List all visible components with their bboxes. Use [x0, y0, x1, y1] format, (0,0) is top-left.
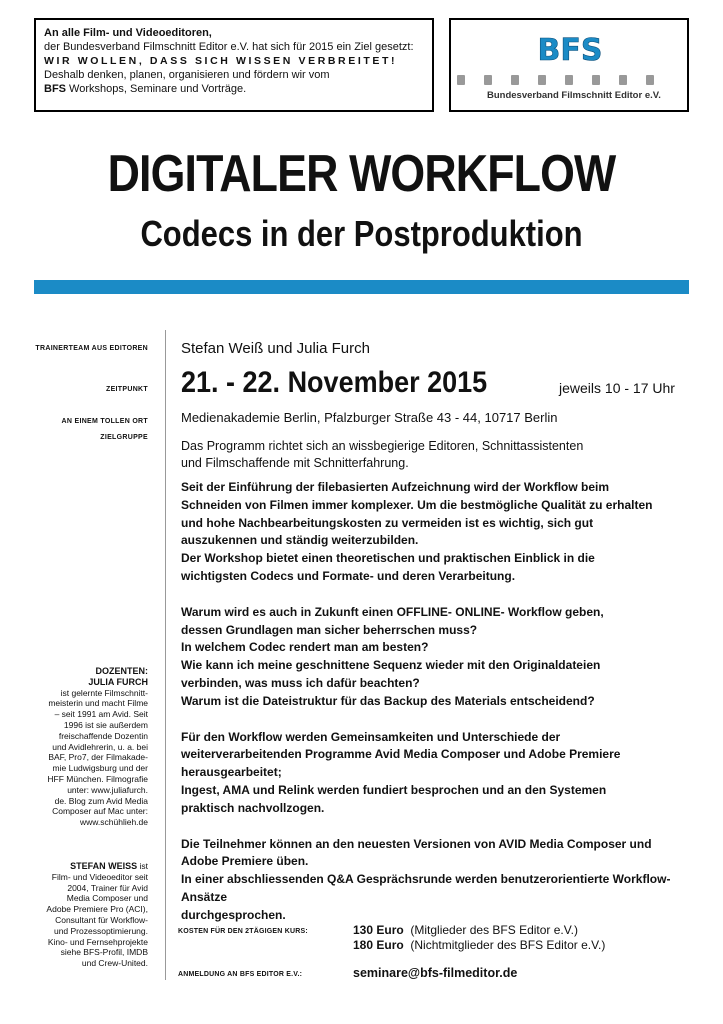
bio-line: Kino- und Fernsehprojekte [47, 936, 148, 947]
label-target: ZIELGRUPPE [100, 434, 148, 441]
bio-line: Adobe Premiere Pro (ACI), [46, 904, 148, 915]
bfs-logo-subtitle: Bundesverband Filmschnitt Editor e.V. [487, 90, 661, 101]
bio-line: freischaffende Dozentin [58, 730, 148, 741]
registration-label: ANMELDUNG AN BFS EDITOR E.V.: [178, 971, 303, 978]
stefan-first-line [33, 861, 148, 872]
bio-line: www.schühlieh.de [79, 817, 148, 828]
price-nonmembers [353, 938, 605, 952]
desc-line: Für den Workflow werden Gemeinsamkeiten und Unterschiede der [181, 729, 561, 744]
bfs-logo-mark: BFS [537, 33, 603, 68]
price-nonmembers-note: (Nichtmitglieder des BFS Editor e.V.) [410, 938, 606, 952]
intro-line-4: Deshalb denken, planen, organisieren und fördern wir vom [44, 69, 330, 81]
desc-line: verbinden, was muss ich dafür beachten? [181, 675, 420, 690]
intro-line-5 [44, 82, 424, 96]
docent-stefan [33, 861, 148, 969]
desc-line: Seit der Einführung der filebasierten Aufzeichnung wird der Workflow beim [181, 480, 610, 494]
costs-label: KOSTEN FÜR DEN 2TÄGIGEN KURS: [178, 928, 308, 935]
target-line-2: und Filmschaffende mit Schnitterfahrung. [181, 456, 409, 470]
desc-line: weiterverarbeitenden Programme Avid Media Composer und Adobe Premiere [181, 747, 621, 762]
bio-line: Media Composer und [66, 893, 148, 904]
desc-line: In einer abschliessenden Q&A Gesprächsrunde werden benutzerorientierte Workflow-Ansätze [181, 872, 671, 904]
bio-line: siehe BFS-Profil, IMDB [60, 947, 148, 958]
intro-line-3: WIR WOLLEN, DASS SICH WISSEN VERBREITET! [44, 55, 398, 67]
venue: Medienakademie Berlin, Pfalzburger Straße 43 - 44, 10717 Berlin [181, 410, 558, 425]
page-subtitle: Codecs in der Postproduktion [140, 213, 583, 254]
target-group [181, 438, 681, 472]
bio-line: BAF, Pro7, der Filmakade- [48, 752, 148, 763]
desc-line: durchgesprochen. [181, 907, 286, 922]
desc-paragraph-2 [181, 604, 711, 711]
desc-line: auszukennen und ständig weiterzubilden. [181, 533, 419, 548]
price-nonmembers-amount: 180 Euro [353, 938, 404, 952]
desc-line: Adobe Premiere üben. [181, 854, 309, 869]
stefan-first-rest: ist [137, 861, 148, 871]
bio-line: Composer auf Mac unter: [52, 806, 148, 817]
bio-line: 1996 ist sie außerdem [63, 719, 148, 730]
bio-line: mie Ludwigsburg und der [52, 763, 148, 774]
bio-line: de. Blog zum Avid Media [54, 795, 148, 806]
bio-line: Film- und Videoeditor seit [51, 871, 148, 882]
bio-line: – seit 1991 am Avid. Seit [54, 709, 148, 720]
bio-line: und Crew-United. [81, 958, 148, 969]
price-members-amount: 130 Euro [353, 923, 404, 937]
film-strip-icon [457, 72, 683, 84]
desc-line: Der Workshop bietet einen theoretischen und praktischen Einblick in die [181, 551, 595, 566]
bio-line: und Avidlehrerin, u. a. bei [52, 741, 148, 752]
trainers: Stefan Weiß und Julia Furch [181, 340, 370, 357]
intro-box [34, 18, 434, 112]
desc-line: Wie kann ich meine geschnittene Sequenz wieder mit den Originaldateien [181, 658, 601, 673]
desc-paragraph-4 [181, 836, 711, 925]
price-members-note: (Mitglieder des BFS Editor e.V.) [410, 923, 578, 937]
desc-paragraph-1 [181, 479, 711, 586]
bio-line: ist gelernte Filmschnitt- [60, 687, 148, 698]
label-place: AN EINEM TOLLEN ORT [61, 418, 148, 425]
description [181, 479, 711, 925]
desc-paragraph-3 [181, 729, 711, 818]
intro-line-1: An alle Film- und Videoeditoren, [44, 27, 212, 39]
docent-julia [33, 666, 148, 828]
intro-line-2: der Bundesverband Filmschnitt Editor e.V. hat sich für 2015 ein Ziel gesetzt: [44, 41, 414, 53]
page-title: DIGITALER WORKFLOW [107, 145, 616, 203]
bio-line: HFF München. Filmografie [47, 773, 148, 784]
desc-line: Warum ist die Dateistruktur für das Backup des Materials entscheidend? [181, 693, 595, 708]
desc-line: In welchem Codec rendert man am besten? [181, 640, 429, 655]
intro-line-5-rest: Workshops, Seminare und Vorträge. [66, 83, 247, 95]
date-line [181, 366, 701, 400]
desc-line: dessen Grundlagen man sicher beherrschen muss? [181, 622, 478, 637]
desc-line: wichtigsten Codecs und Formate- und deren Verarbeitung. [181, 568, 516, 583]
bfs-logo-box [449, 18, 689, 112]
price-members [353, 923, 578, 937]
desc-line: praktisch nachvollzogen. [181, 800, 325, 815]
bio-line: Consultant für Workflow- [55, 914, 148, 925]
intro-bfs: BFS [44, 83, 66, 95]
bio-line: meisterin und macht Filme [48, 698, 148, 709]
docents-heading: DOZENTEN: [95, 666, 148, 676]
desc-line: Ingest, AMA und Relink werden fundiert besprochen und an den Systemen [181, 782, 607, 797]
bio-line: und Prozessoptimierung. [53, 925, 148, 936]
event-time: jeweils 10 - 17 Uhr [559, 380, 675, 396]
julia-heading: JULIA FURCH [88, 676, 148, 687]
bio-line: 2004, Trainer für Avid [67, 882, 148, 893]
bfs-logo [535, 30, 605, 68]
desc-line: und hohe Nachbearbeitungskosten zu vermeiden ist es wichtig, sich gut [181, 515, 594, 530]
registration-email-link[interactable]: seminare@bfs-filmeditor.de [353, 966, 518, 980]
stefan-heading: STEFAN WEISS [70, 861, 138, 871]
desc-line: herausgearbeitet; [181, 765, 282, 780]
label-trainer: TRAINERTEAM AUS EDITOREN [35, 345, 148, 352]
desc-line: Die Teilnehmer können an den neuesten Versionen von AVID Media Composer und [181, 836, 652, 851]
label-time: ZEITPUNKT [106, 386, 148, 393]
event-date: 21. - 22. November 2015 [181, 366, 488, 399]
desc-line: Warum wird es auch in Zukunft einen OFFLINE- ONLINE- Workflow geben, [181, 604, 604, 619]
target-line-1: Das Programm richtet sich an wissbegierige Editoren, Schnittassistenten [181, 439, 584, 453]
bio-line: unter: www.juliafurch. [67, 784, 148, 795]
accent-bar [34, 280, 689, 294]
desc-line: Schneiden von Filmen immer komplexer. Um die bestmögliche Qualität zu erhalten [181, 497, 653, 512]
column-divider [165, 330, 166, 980]
